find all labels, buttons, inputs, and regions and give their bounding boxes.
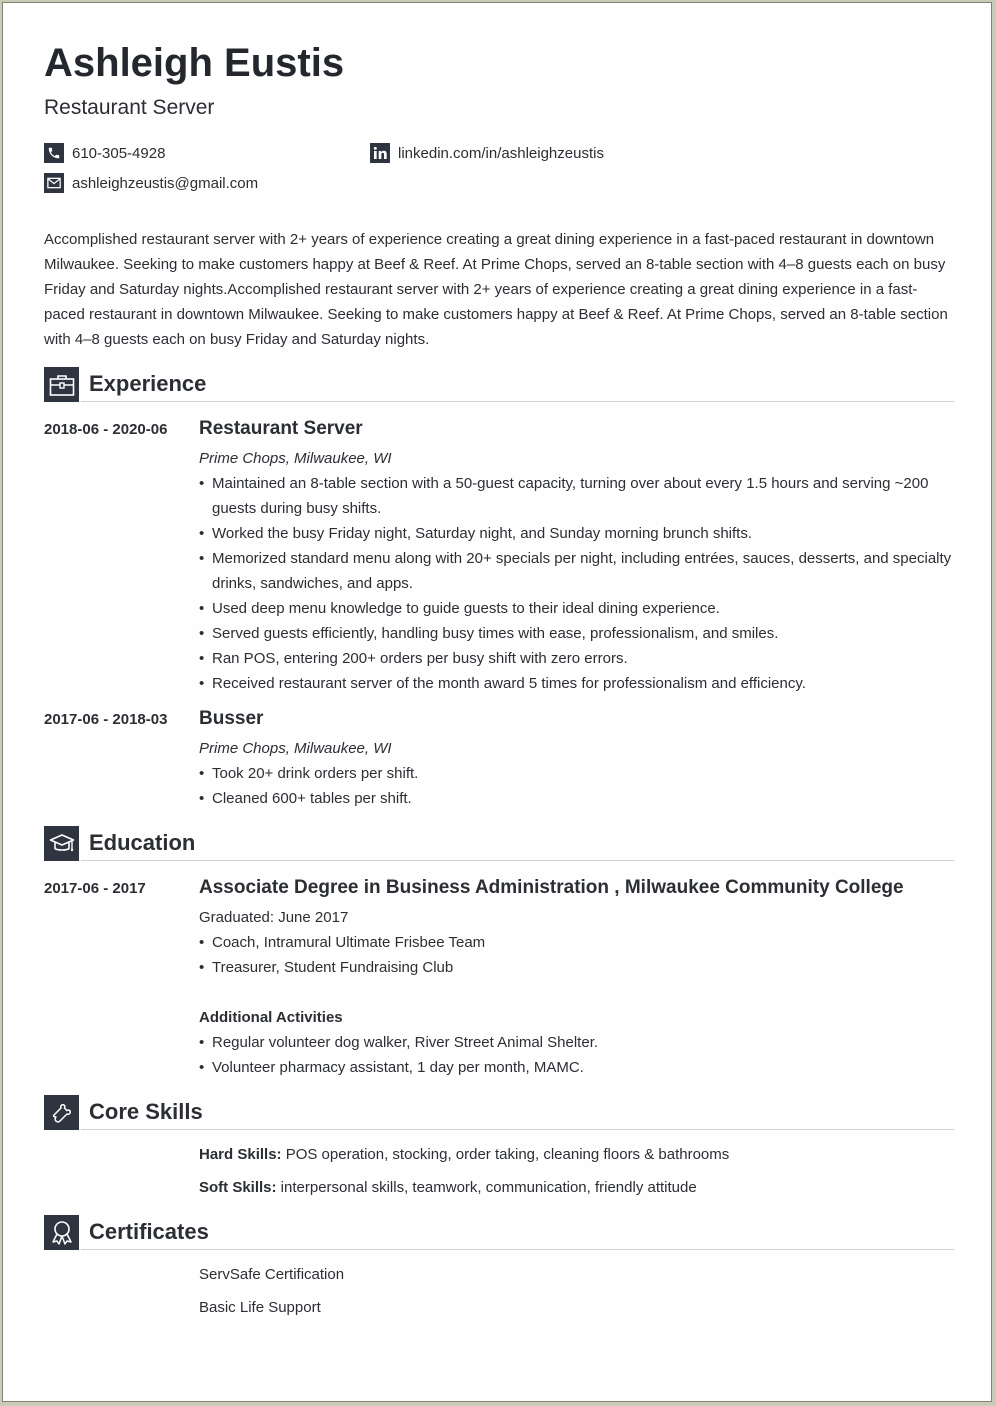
experience-heading: Experience (89, 371, 207, 396)
list-item: • Received restaurant server of the month award 5 times for professionalism and efficiency. (199, 671, 959, 696)
candidate-name: Ashleigh Eustis (44, 41, 345, 85)
section-divider (81, 1249, 954, 1250)
phone-icon (44, 143, 64, 163)
contact-phone (44, 143, 165, 163)
list-item: • Volunteer pharmacy assistant, 1 day per month, MAMC. (199, 1055, 959, 1080)
hard-skills-value: POS operation, stocking, order taking, cleaning floors & bathrooms (281, 1146, 730, 1163)
education-degree: Associate Degree in Business Administration , Milwaukee Community College (199, 877, 904, 898)
summary-paragraph: Accomplished restaurant server with 2+ years of experience creating a great dining experience in a fast-paced restaurant in downtown Milwaukee. Seeking to make customers happy at Beef & Reef. At Prime Chops, served an 8-table section with 4–8 guests each on busy Friday and Saturday nights.Accomplished restaurant server with 2+ years of experience creating a great dining experience in a fast-paced restaurant in downtown Milwaukee. Seeking to make customers happy at Beef & Reef. At Prime Chops, served an 8-table section with 4–8 guests each on busy Friday and Saturday nights. (44, 231, 948, 348)
certificates-heading: Certificates (89, 1219, 209, 1244)
list-item: • Memorized standard menu along with 20+ specials per night, including entrées, sauces, desserts, and specialty drinks, sandwiches, and apps. (199, 546, 959, 596)
certificates-section-header (44, 1215, 954, 1251)
additional-activities-heading: Additional Activities (199, 1009, 343, 1026)
education-heading: Education (89, 830, 196, 855)
award-ribbon-icon (44, 1215, 79, 1250)
list-item: • Worked the busy Friday night, Saturday night, and Sunday morning brunch shifts. (199, 521, 959, 546)
skills-section-header (44, 1095, 954, 1131)
contact-email (44, 173, 258, 193)
list-item: • Regular volunteer dog walker, River Street Animal Shelter. (199, 1030, 959, 1055)
list-item: • Coach, Intramural Ultimate Frisbee Team (199, 930, 959, 955)
section-divider (81, 860, 954, 861)
soft-skills-line (199, 1179, 697, 1196)
job-dates: 2018-06 - 2020-06 (44, 421, 168, 438)
section-divider (81, 401, 954, 402)
job-bullets (199, 761, 959, 811)
graduation-cap-icon (44, 826, 79, 861)
education-dates: 2017-06 - 2017 (44, 880, 146, 897)
job-location: Prime Chops, Milwaukee, WI (199, 450, 392, 467)
certificate-item: ServSafe Certification (199, 1266, 345, 1283)
graduation-date: Graduated: June 2017 (199, 909, 349, 926)
list-item: • Served guests efficiently, handling busy times with ease, professionalism, and smiles. (199, 621, 959, 646)
list-item: • Ran POS, entering 200+ orders per busy shift with zero errors. (199, 646, 959, 671)
section-divider (81, 1129, 954, 1130)
list-item: • Treasurer, Student Fundraising Club (199, 955, 959, 980)
list-item: • Cleaned 600+ tables per shift. (199, 786, 959, 811)
education-section-header (44, 826, 954, 862)
envelope-icon (44, 173, 64, 193)
job-dates: 2017-06 - 2018-03 (44, 711, 168, 728)
hard-skills-line (199, 1146, 729, 1163)
soft-skills-value: interpersonal skills, teamwork, communication, friendly attitude (276, 1179, 697, 1196)
linkedin-text[interactable]: linkedin.com/in/ashleighzeustis (398, 144, 604, 162)
certificate-item: Basic Life Support (199, 1299, 321, 1316)
list-item: • Maintained an 8-table section with a 50-guest capacity, turning over about every 1.5 hours and serving ~200 guests during busy shifts. (199, 471, 959, 521)
phone-text: 610-305-4928 (72, 144, 166, 162)
list-item: • Used deep menu knowledge to guide guests to their ideal dining experience. (199, 596, 959, 621)
contact-linkedin (370, 143, 604, 163)
list-item: • Took 20+ drink orders per shift. (199, 761, 959, 786)
additional-activities-bullets (199, 1030, 959, 1080)
resume-page (2, 2, 992, 1402)
job-location: Prime Chops, Milwaukee, WI (199, 740, 392, 757)
skills-heading: Core Skills (89, 1099, 203, 1124)
linkedin-icon (370, 143, 390, 163)
job-title: Restaurant Server (199, 418, 363, 439)
job-bullets (199, 471, 959, 696)
candidate-role: Restaurant Server (44, 96, 215, 119)
job-title: Busser (199, 708, 264, 729)
experience-section-header (44, 367, 954, 403)
puzzle-icon (44, 1095, 79, 1130)
soft-skills-label: Soft Skills: (199, 1179, 277, 1196)
briefcase-icon (44, 367, 79, 402)
email-text[interactable]: ashleighzeustis@gmail.com (72, 174, 259, 192)
hard-skills-label: Hard Skills: (199, 1146, 282, 1163)
education-bullets (199, 930, 959, 980)
